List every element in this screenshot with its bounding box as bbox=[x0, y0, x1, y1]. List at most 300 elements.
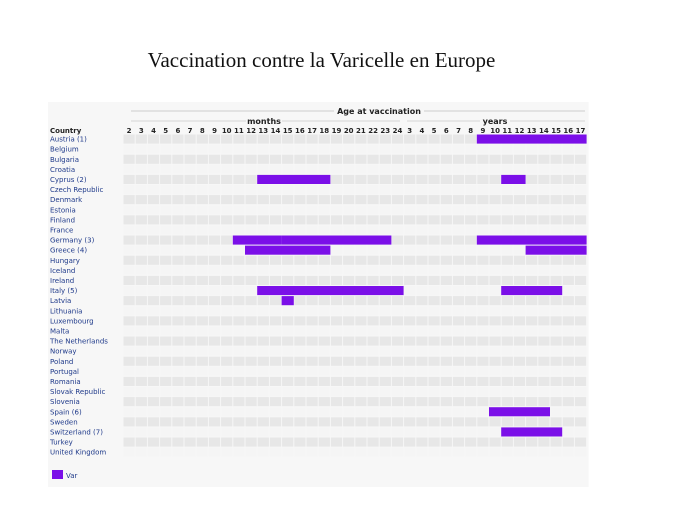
grid-cell bbox=[551, 155, 562, 164]
country-label[interactable]: Belgium bbox=[50, 145, 79, 154]
grid-cell bbox=[282, 347, 293, 356]
tick-label: 6 bbox=[175, 127, 181, 135]
tick-label: 9 bbox=[480, 127, 486, 135]
country-label[interactable]: Latvia bbox=[50, 297, 72, 306]
grid-cell bbox=[404, 438, 415, 447]
grid-cell bbox=[172, 175, 183, 184]
grid-cell bbox=[441, 215, 452, 224]
grid-cell bbox=[160, 347, 171, 356]
grid-cell bbox=[282, 205, 293, 214]
grid-cell bbox=[282, 438, 293, 447]
grid-cell bbox=[392, 246, 403, 255]
grid-cell bbox=[233, 407, 244, 416]
grid-cell bbox=[258, 185, 269, 194]
grid-cell bbox=[368, 225, 379, 234]
grid-cell bbox=[136, 407, 147, 416]
grid-cell bbox=[148, 316, 159, 325]
grid-cell bbox=[233, 337, 244, 346]
grid-cell bbox=[380, 155, 391, 164]
grid-cell bbox=[197, 377, 208, 386]
grid-cell bbox=[441, 205, 452, 214]
grid-cell bbox=[490, 276, 501, 285]
grid-cell bbox=[538, 357, 549, 366]
country-label[interactable]: Norway bbox=[50, 347, 77, 356]
grid-cell bbox=[429, 236, 440, 245]
vaccination-bar bbox=[477, 135, 587, 144]
grid-cell bbox=[246, 195, 257, 204]
country-label[interactable]: Switzerland (7) bbox=[50, 428, 103, 437]
grid-cell bbox=[221, 296, 232, 305]
grid-cell bbox=[502, 306, 513, 315]
tick-label: 16 bbox=[295, 127, 305, 135]
grid-cell bbox=[404, 276, 415, 285]
grid-cell bbox=[404, 215, 415, 224]
grid-cell bbox=[551, 417, 562, 426]
tick-label: 4 bbox=[151, 127, 156, 135]
grid-cell bbox=[307, 155, 318, 164]
grid-cell bbox=[221, 165, 232, 174]
grid-cell bbox=[368, 337, 379, 346]
country-label[interactable]: Finland bbox=[50, 216, 76, 225]
grid-cell bbox=[380, 185, 391, 194]
grid-cell bbox=[233, 276, 244, 285]
grid-cell bbox=[343, 215, 354, 224]
grid-cell bbox=[160, 427, 171, 436]
grid-cell bbox=[172, 155, 183, 164]
grid-cell bbox=[429, 195, 440, 204]
grid-cell bbox=[209, 155, 220, 164]
grid-cell bbox=[319, 256, 330, 265]
grid-cell bbox=[538, 266, 549, 275]
grid-cell bbox=[197, 205, 208, 214]
grid-cell bbox=[148, 276, 159, 285]
grid-cell bbox=[392, 306, 403, 315]
grid-cell bbox=[404, 337, 415, 346]
grid-cell bbox=[343, 185, 354, 194]
legend-swatch bbox=[52, 470, 63, 479]
grid-cell bbox=[209, 407, 220, 416]
grid-cell bbox=[563, 306, 574, 315]
grid-cell bbox=[294, 397, 305, 406]
grid-cell bbox=[185, 135, 196, 144]
grid-cell bbox=[404, 145, 415, 154]
grid-cell bbox=[392, 377, 403, 386]
grid-cell bbox=[538, 276, 549, 285]
grid-cell bbox=[221, 225, 232, 234]
grid-cell bbox=[319, 347, 330, 356]
grid-cell bbox=[233, 306, 244, 315]
grid-cell bbox=[538, 145, 549, 154]
country-label[interactable]: Iceland bbox=[50, 266, 76, 275]
legend-label: Var bbox=[66, 472, 78, 480]
vaccination-bar bbox=[477, 236, 587, 245]
grid-cell bbox=[477, 326, 488, 335]
grid-cell bbox=[490, 397, 501, 406]
grid-cell bbox=[294, 155, 305, 164]
grid-cell bbox=[453, 397, 464, 406]
grid-cell bbox=[221, 448, 232, 457]
grid-cell bbox=[197, 266, 208, 275]
grid-cell bbox=[246, 145, 257, 154]
grid-cell bbox=[416, 165, 427, 174]
grid-cell bbox=[441, 407, 452, 416]
grid-cell bbox=[343, 256, 354, 265]
grid-cell bbox=[575, 296, 586, 305]
grid-cell bbox=[160, 306, 171, 315]
grid-cell bbox=[124, 175, 135, 184]
grid-cell bbox=[246, 367, 257, 376]
grid-cell bbox=[331, 256, 342, 265]
grid-cell bbox=[453, 337, 464, 346]
grid-cell bbox=[221, 175, 232, 184]
grid-cell bbox=[282, 215, 293, 224]
grid-cell bbox=[551, 367, 562, 376]
grid-cell bbox=[160, 155, 171, 164]
grid-cell bbox=[270, 195, 281, 204]
grid-cell bbox=[148, 367, 159, 376]
grid-cell bbox=[172, 266, 183, 275]
grid-cell bbox=[514, 185, 525, 194]
grid-cell bbox=[124, 417, 135, 426]
grid-cell bbox=[270, 145, 281, 154]
tick-label: 3 bbox=[138, 127, 144, 135]
country-label[interactable]: Malta bbox=[50, 327, 70, 336]
grid-cell bbox=[246, 417, 257, 426]
grid-cell bbox=[404, 256, 415, 265]
grid-cell bbox=[185, 276, 196, 285]
grid-cell bbox=[355, 145, 366, 154]
country-label[interactable]: Slovenia bbox=[50, 398, 80, 407]
country-label[interactable]: Luxembourg bbox=[50, 317, 94, 326]
grid-cell bbox=[124, 256, 135, 265]
grid-cell bbox=[172, 296, 183, 305]
grid-cell bbox=[453, 246, 464, 255]
grid-cell bbox=[575, 417, 586, 426]
grid-cell bbox=[136, 236, 147, 245]
grid-cell bbox=[563, 316, 574, 325]
grid-cell bbox=[172, 397, 183, 406]
country-label[interactable]: Germany (3) bbox=[50, 236, 95, 245]
grid-cell bbox=[148, 337, 159, 346]
grid-cell bbox=[514, 438, 525, 447]
grid-cell bbox=[319, 397, 330, 406]
grid-cell bbox=[441, 256, 452, 265]
grid-cell bbox=[160, 266, 171, 275]
grid-cell bbox=[380, 448, 391, 457]
grid-cell bbox=[502, 215, 513, 224]
grid-cell bbox=[453, 448, 464, 457]
country-label[interactable]: Sweden bbox=[50, 418, 78, 427]
grid-cell bbox=[233, 387, 244, 396]
tick-label: 22 bbox=[368, 127, 378, 135]
country-label[interactable]: The Netherlands bbox=[50, 337, 108, 346]
grid-cell bbox=[416, 155, 427, 164]
grid-cell bbox=[282, 407, 293, 416]
grid-cell bbox=[294, 326, 305, 335]
grid-cell bbox=[270, 225, 281, 234]
country-label[interactable]: Bulgaria bbox=[50, 155, 80, 164]
grid-cell bbox=[319, 266, 330, 275]
grid-cell bbox=[148, 407, 159, 416]
grid-cell bbox=[563, 326, 574, 335]
grid-cell bbox=[270, 205, 281, 214]
grid-cell bbox=[136, 296, 147, 305]
grid-cell bbox=[575, 306, 586, 315]
grid-cell bbox=[465, 296, 476, 305]
grid-cell bbox=[172, 347, 183, 356]
grid-cell bbox=[514, 205, 525, 214]
grid-cell bbox=[124, 427, 135, 436]
grid-cell bbox=[575, 286, 586, 295]
country-label[interactable]: Austria (1) bbox=[50, 135, 87, 144]
grid-cell bbox=[441, 266, 452, 275]
grid-cell bbox=[575, 185, 586, 194]
grid-cell bbox=[429, 296, 440, 305]
grid-cell bbox=[404, 225, 415, 234]
grid-cell bbox=[148, 326, 159, 335]
grid-cell bbox=[502, 337, 513, 346]
grid-cell bbox=[282, 155, 293, 164]
grid-cell bbox=[270, 266, 281, 275]
grid-cell bbox=[392, 205, 403, 214]
grid-cell bbox=[185, 195, 196, 204]
grid-cell bbox=[246, 185, 257, 194]
grid-cell bbox=[185, 165, 196, 174]
table-row bbox=[49, 337, 586, 346]
grid-cell bbox=[526, 296, 537, 305]
grid-cell bbox=[551, 296, 562, 305]
grid-cell bbox=[404, 175, 415, 184]
grid-cell bbox=[209, 387, 220, 396]
grid-cell bbox=[172, 316, 183, 325]
grid-cell bbox=[477, 185, 488, 194]
grid-cell bbox=[124, 266, 135, 275]
grid-cell bbox=[514, 326, 525, 335]
country-label[interactable]: Slovak Republic bbox=[50, 388, 106, 397]
grid-cell bbox=[233, 417, 244, 426]
grid-cell bbox=[307, 438, 318, 447]
grid-cell bbox=[526, 417, 537, 426]
grid-cell bbox=[404, 246, 415, 255]
grid-cell bbox=[124, 135, 135, 144]
grid-cell bbox=[233, 145, 244, 154]
grid-cell bbox=[514, 215, 525, 224]
grid-cell bbox=[404, 407, 415, 416]
grid-cell bbox=[392, 417, 403, 426]
grid-cell bbox=[136, 438, 147, 447]
grid-cell bbox=[172, 225, 183, 234]
grid-cell bbox=[209, 397, 220, 406]
grid-cell bbox=[429, 266, 440, 275]
grid-cell bbox=[526, 225, 537, 234]
grid-cell bbox=[575, 377, 586, 386]
grid-cell bbox=[136, 135, 147, 144]
grid-cell bbox=[429, 326, 440, 335]
grid-cell bbox=[270, 326, 281, 335]
grid-cell bbox=[575, 316, 586, 325]
grid-cell bbox=[368, 175, 379, 184]
country-label[interactable]: Spain (6) bbox=[50, 408, 82, 417]
grid-cell bbox=[514, 337, 525, 346]
country-label[interactable]: Turkey bbox=[50, 438, 73, 447]
grid-cell bbox=[197, 145, 208, 154]
grid-cell bbox=[209, 246, 220, 255]
grid-cell bbox=[294, 256, 305, 265]
grid-cell bbox=[404, 165, 415, 174]
tick-label: 15 bbox=[551, 127, 561, 135]
grid-cell bbox=[404, 195, 415, 204]
grid-cell bbox=[465, 377, 476, 386]
grid-cell bbox=[319, 438, 330, 447]
grid-cell bbox=[392, 215, 403, 224]
grid-cell bbox=[477, 296, 488, 305]
grid-cell bbox=[270, 185, 281, 194]
grid-cell bbox=[124, 438, 135, 447]
country-label[interactable]: Ireland bbox=[50, 277, 75, 285]
grid-cell bbox=[233, 438, 244, 447]
grid-cell bbox=[307, 448, 318, 457]
grid-cell bbox=[465, 316, 476, 325]
country-label[interactable]: Croatia bbox=[50, 165, 76, 174]
grid-cell bbox=[380, 246, 391, 255]
grid-cell bbox=[197, 407, 208, 416]
vaccination-bar bbox=[257, 175, 330, 184]
country-label[interactable]: Romania bbox=[50, 378, 81, 386]
grid-cell bbox=[343, 347, 354, 356]
grid-cell bbox=[416, 326, 427, 335]
grid-cell bbox=[355, 377, 366, 386]
country-label[interactable]: Portugal bbox=[50, 367, 79, 376]
grid-cell bbox=[331, 185, 342, 194]
grid-cell bbox=[209, 427, 220, 436]
grid-cell bbox=[575, 397, 586, 406]
grid-cell bbox=[477, 427, 488, 436]
grid-cell bbox=[477, 175, 488, 184]
country-label[interactable]: Estonia bbox=[50, 206, 76, 215]
grid-cell bbox=[502, 266, 513, 275]
grid-cell bbox=[294, 367, 305, 376]
grid-cell bbox=[392, 225, 403, 234]
grid-cell bbox=[453, 367, 464, 376]
grid-cell bbox=[209, 417, 220, 426]
grid-cell bbox=[514, 296, 525, 305]
grid-cell bbox=[209, 135, 220, 144]
grid-cell bbox=[368, 367, 379, 376]
grid-cell bbox=[246, 175, 257, 184]
grid-cell bbox=[563, 427, 574, 436]
grid-cell bbox=[416, 195, 427, 204]
grid-cell bbox=[233, 266, 244, 275]
grid-cell bbox=[124, 448, 135, 457]
country-label[interactable]: United Kingdom bbox=[50, 448, 107, 457]
grid-cell bbox=[185, 367, 196, 376]
grid-cell bbox=[502, 387, 513, 396]
country-label[interactable]: Italy (5) bbox=[50, 287, 78, 296]
grid-cell bbox=[148, 448, 159, 457]
grid-cell bbox=[441, 387, 452, 396]
grid-cell bbox=[380, 326, 391, 335]
grid-cell bbox=[355, 276, 366, 285]
grid-cell bbox=[490, 286, 501, 295]
grid-cell bbox=[160, 296, 171, 305]
grid-cell bbox=[380, 266, 391, 275]
grid-cell bbox=[575, 407, 586, 416]
country-label[interactable]: Greece (4) bbox=[50, 246, 88, 255]
grid-cell bbox=[185, 427, 196, 436]
grid-cell bbox=[563, 417, 574, 426]
country-label[interactable]: Lithuania bbox=[50, 307, 83, 316]
grid-cell bbox=[441, 185, 452, 194]
grid-cell bbox=[551, 276, 562, 285]
grid-cell bbox=[551, 306, 562, 315]
grid-cell bbox=[136, 377, 147, 386]
grid-cell bbox=[343, 296, 354, 305]
grid-cell bbox=[124, 316, 135, 325]
grid-cell bbox=[575, 326, 586, 335]
country-label[interactable]: Poland bbox=[50, 357, 74, 366]
grid-cell bbox=[270, 397, 281, 406]
grid-cell bbox=[185, 417, 196, 426]
grid-cell bbox=[551, 438, 562, 447]
grid-cell bbox=[124, 397, 135, 406]
grid-cell bbox=[477, 165, 488, 174]
country-label[interactable]: Czech Republic bbox=[50, 186, 104, 195]
grid-cell bbox=[538, 175, 549, 184]
grid-cell bbox=[380, 135, 391, 144]
grid-cell bbox=[429, 205, 440, 214]
grid-cell bbox=[404, 185, 415, 194]
grid-cell bbox=[514, 387, 525, 396]
grid-cell bbox=[465, 306, 476, 315]
grid-cell bbox=[185, 448, 196, 457]
grid-cell bbox=[514, 195, 525, 204]
grid-cell bbox=[392, 367, 403, 376]
grid-cell bbox=[368, 357, 379, 366]
country-label[interactable]: Hungary bbox=[50, 256, 80, 265]
grid-cell bbox=[502, 256, 513, 265]
grid-cell bbox=[160, 397, 171, 406]
grid-cell bbox=[136, 316, 147, 325]
grid-cell bbox=[404, 377, 415, 386]
grid-cell bbox=[526, 145, 537, 154]
grid-cell bbox=[477, 256, 488, 265]
grid-cell bbox=[172, 326, 183, 335]
grid-cell bbox=[124, 387, 135, 396]
grid-cell bbox=[477, 266, 488, 275]
country-label[interactable]: Cyprus (2) bbox=[50, 176, 87, 184]
grid-cell bbox=[160, 215, 171, 224]
grid-cell bbox=[477, 438, 488, 447]
grid-cell bbox=[441, 155, 452, 164]
grid-cell bbox=[185, 407, 196, 416]
grid-cell bbox=[343, 306, 354, 315]
grid-cell bbox=[148, 296, 159, 305]
grid-cell bbox=[429, 246, 440, 255]
country-label[interactable]: Denmark bbox=[50, 196, 83, 205]
grid-cell bbox=[404, 326, 415, 335]
grid-cell bbox=[136, 155, 147, 164]
country-label[interactable]: France bbox=[50, 226, 74, 235]
grid-cell bbox=[404, 205, 415, 214]
grid-cell bbox=[551, 448, 562, 457]
grid-cell bbox=[307, 165, 318, 174]
grid-cell bbox=[429, 276, 440, 285]
grid-cell bbox=[465, 266, 476, 275]
grid-cell bbox=[575, 225, 586, 234]
grid-cell bbox=[441, 337, 452, 346]
grid-cell bbox=[404, 427, 415, 436]
grid-cell bbox=[514, 165, 525, 174]
